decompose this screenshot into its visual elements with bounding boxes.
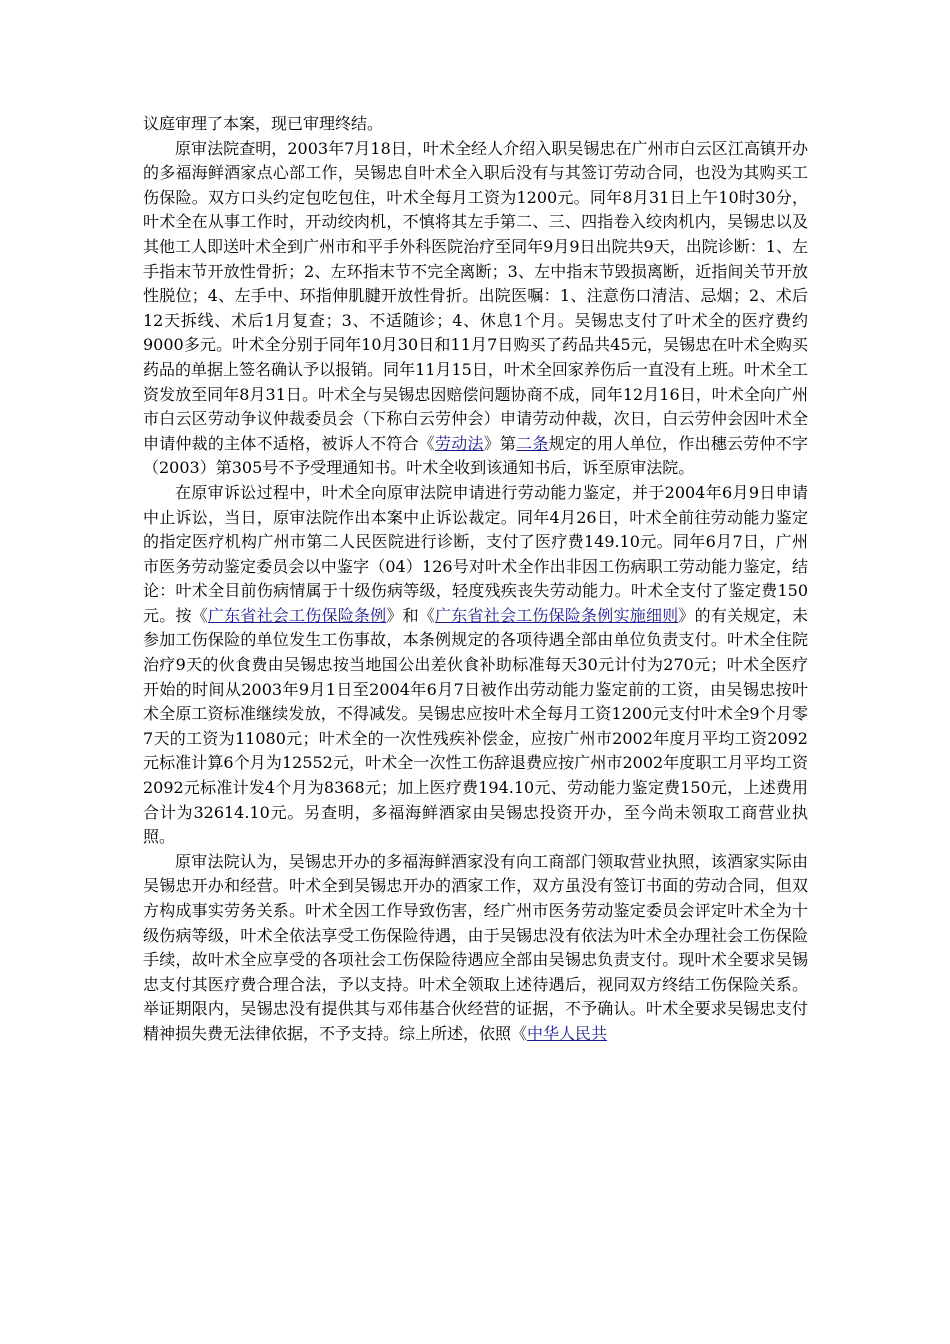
paragraph-text: 原审法院查明，2003年7月18日，叶术全经人介绍入职吴锡忠在广州市白云区江高镇开办的多福海鲜酒家点心部工作，吴锡忠自叶术全入职后没有与其签订劳动合同，也没为其购买工伤保险。双方口头约定包吃包住，叶术全每月工资为1200元。同年8月31日上午10时30分，叶术全在从事工作时，开动绞肉机，不慎将其左手第二、三、四指卷入绞肉机内，吴锡忠以及其他工人即送叶术全到广州市和平手外科医院治疗至同年9月9日出院共9天，出院诊断：1、左手指末节开放性骨折；2、左环指末节不完全离断；3、左中指末节毁损离断，近指间关节开放性脱位；4、左手中、环指伸肌腱开放性骨折。出院医嘱：1、注意伤口清洁、忌烟；2、术后12天拆线、术后1月复查；3、不适随诊；4、休息1个月。吴锡忠支付了叶术全的医疗费约9000多元。叶术全分别于同年10月30日和11月7日购买了药品共45元，吴锡忠在叶术全购买药品的单据上签名确认予以报销。同年11月15日，叶术全回家养伤后一直没有上班。叶术全工资发放至同年8月31日。叶术全与吴锡忠因赔偿问题协商不成，同年12月16日，叶术全向广州市白云区劳动争议仲裁委员会（下称白云劳仲会）申请劳动仲裁，次日，白云劳仲会因叶术全申请仲裁的主体不适格，被诉人不符合《 bbox=[143, 138, 808, 453]
paragraph-text: 》和《 bbox=[386, 605, 436, 625]
law-link-labor-law[interactable]: 劳动法 bbox=[435, 433, 484, 453]
paragraph-text: 》的有关规定，未参加工伤保险的单位发生工伤事故，本条例规定的各项待遇全部由单位负责支付。叶术全住院治疗9天的伙食费由吴锡忠按当地国公出差伙食补助标准每天30元计付为270元；叶术全医疗开始的时间从2003年9月1日至2004年6月7日被作出劳动能力鉴定前的工资，由吴锡忠按叶术全原工资标准继续发放，不得减发。吴锡忠应按叶术全每月工资1200元支付叶术全9个月零7天的工资为11080元；叶术全的一次性残疾补偿金，应按广州市2002年度月平均工资2092元标准计算6个月为12552元，叶术全一次性工伤辞退费应按广州市2002年度职工月平均工资2092元标准计发4个月为8368元；加上医疗费194.10元、劳动能力鉴定费150元，上述费用合计为32614.10元。另查明，多福海鲜酒家由吴锡忠投资开办，至今尚未领取工商营业执照。 bbox=[143, 605, 808, 847]
paragraph-text: 在原审诉讼过程中，叶术全向原审法院申请进行劳动能力鉴定，并于2004年6月9日申请中止诉讼，当日，原审法院作出本案中止诉讼裁定。同年4月26日，叶术全前往劳动能力鉴定的指定医疗机构广州市第二人民医院进行诊断，支付了医疗费149.10元。同年6月7日，广州市医务劳动鉴定委员会以中鉴字（04）126号对叶术全作出非因工伤病职工劳动能力鉴定，结论：叶术全目前伤病情属于十级伤病等级，轻度残疾丧失劳动能力。叶术全支付了鉴定费150元。按《 bbox=[143, 482, 808, 625]
paragraph-litigation bbox=[143, 481, 808, 850]
document-body bbox=[143, 112, 808, 1047]
paragraph-findings bbox=[143, 137, 808, 481]
paragraph-text: 规定的用人单位，作出穗云劳仲不字（2003）第305号不予受理通知书。叶术全收到该通知书后，诉至原审法院。 bbox=[143, 433, 808, 478]
law-link-article-two[interactable]: 二条 bbox=[516, 433, 549, 453]
paragraph-continuation bbox=[143, 112, 808, 137]
law-link-gd-injury-insurance-implementation-rules[interactable]: 广东省社会工伤保险条例实施细则 bbox=[435, 605, 679, 625]
paragraph-text: 》第 bbox=[483, 433, 517, 453]
law-link-gd-injury-insurance-regulation[interactable]: 广东省社会工伤保险条例 bbox=[207, 605, 387, 625]
paragraph-court-opinion bbox=[143, 850, 808, 1047]
law-link-prc-law[interactable]: 中华人民共 bbox=[527, 1023, 608, 1043]
paragraph-text: 原审法院认为，吴锡忠开办的多福海鲜酒家没有向工商部门领取营业执照，该酒家实际由吴锡忠开办和经营。叶术全到吴锡忠开办的酒家工作，双方虽没有签订书面的劳动合同，但双方构成事实劳务关系。叶术全因工作导致伤害，经广州市医务劳动鉴定委员会评定叶术全为十级伤病等级，叶术全依法享受工伤保险待遇，由于吴锡忠没有依法为叶术全办理社会工伤保险手续，故叶术全应享受的各项社会工伤保险待遇应全部由吴锡忠负责支付。现叶术全要求吴锡忠支付其医疗费合理合法，予以支持。叶术全领取上述待遇后，视同双方终结工伤保险关系。举证期限内，吴锡忠没有提供其与邓伟基合伙经营的证据，不予确认。叶术全要求吴锡忠支付精神损失费无法律依据，不予支持。综上所述，依照《 bbox=[143, 851, 808, 1043]
paragraph-text: 议庭审理了本案，现已审理终结。 bbox=[143, 114, 384, 133]
